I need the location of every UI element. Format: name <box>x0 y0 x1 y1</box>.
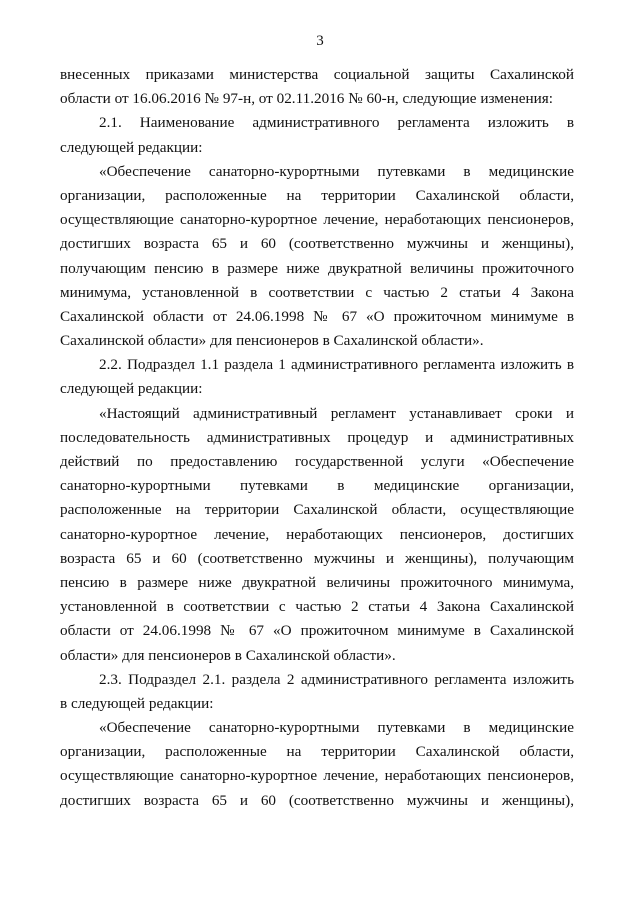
text-line: области» для пенсионеров в Сахалинской области». <box>60 646 396 664</box>
text-line: области от 16.06.2016 № 97-н, от 02.11.2016 № 60-н, следующие изменения: <box>60 90 553 108</box>
text-line: пенсию в размере ниже двукратной величины прожиточного минимума, <box>60 573 574 591</box>
text-line: 2.2. Подраздел 1.1 раздела 1 административного регламента изложить в <box>99 356 574 374</box>
text-line: следующей редакции: <box>60 380 203 398</box>
text-line: возраста 65 и 60 (соответственно мужчины и женщины), получающим <box>60 549 574 567</box>
text-line: получающим пенсию в размере ниже двукратной величины прожиточного <box>60 259 574 277</box>
text-line: минимума, установленной в соответствии с частью 2 статьи 4 Закона <box>60 283 574 301</box>
text-line: внесенных приказами министерства социальной защиты Сахалинской <box>60 66 574 83</box>
text-line: следующей редакции: <box>60 138 203 156</box>
text-line: осуществляющие санаторно-курортное лечение, неработающих пенсионеров, <box>60 211 574 229</box>
text-line: расположенные на территории Сахалинской области, осуществляющие <box>60 501 574 519</box>
text-line: осуществляющие санаторно-курортное лечение, неработающих пенсионеров, <box>60 767 574 785</box>
text-line: последовательность административных процедур и административных <box>60 428 574 446</box>
text-line: санаторно-курортными путевками в медицинские организации, <box>60 477 574 495</box>
text-line: санаторно-курортное лечение, неработающих пенсионеров, достигших <box>60 525 574 543</box>
text-line: достигших возраста 65 и 60 (соответственно мужчины и женщины), <box>60 235 574 253</box>
text-line: организации, расположенные на территории Сахалинской области, <box>60 743 574 761</box>
text-line: «Обеспечение санаторно-курортными путевками в медицинские <box>99 719 574 737</box>
text-line: 2.1. Наименование административного регламента изложить в <box>99 114 574 132</box>
text-line: действий по предоставлению государственной услуги «Обеспечение <box>60 453 574 470</box>
text-line: области от 24.06.1998 № 67 «О прожиточном минимуме в Сахалинской <box>60 622 574 640</box>
text-line: «Настоящий административный регламент устанавливает сроки и <box>99 404 574 422</box>
document-body <box>60 63 574 813</box>
text-line: 2.3. Подраздел 2.1. раздела 2 административного регламента изложить <box>99 670 574 688</box>
text-line: в следующей редакции: <box>60 694 214 712</box>
text-line: организации, расположенные на территории Сахалинской области, <box>60 186 574 204</box>
text-line: Сахалинской области» для пенсионеров в Сахалинской области». <box>60 332 484 350</box>
text-line: установленной в соответствии с частью 2 статьи 4 Закона Сахалинской <box>60 598 574 616</box>
page-number: 3 <box>316 33 324 49</box>
text-line: достигших возраста 65 и 60 (соответственно мужчины и женщины), <box>60 791 574 809</box>
text-line: «Обеспечение санаторно-курортными путевками в медицинские <box>99 162 574 180</box>
text-line: Сахалинской области от 24.06.1998 № 67 «О прожиточном минимуме в <box>60 307 574 325</box>
